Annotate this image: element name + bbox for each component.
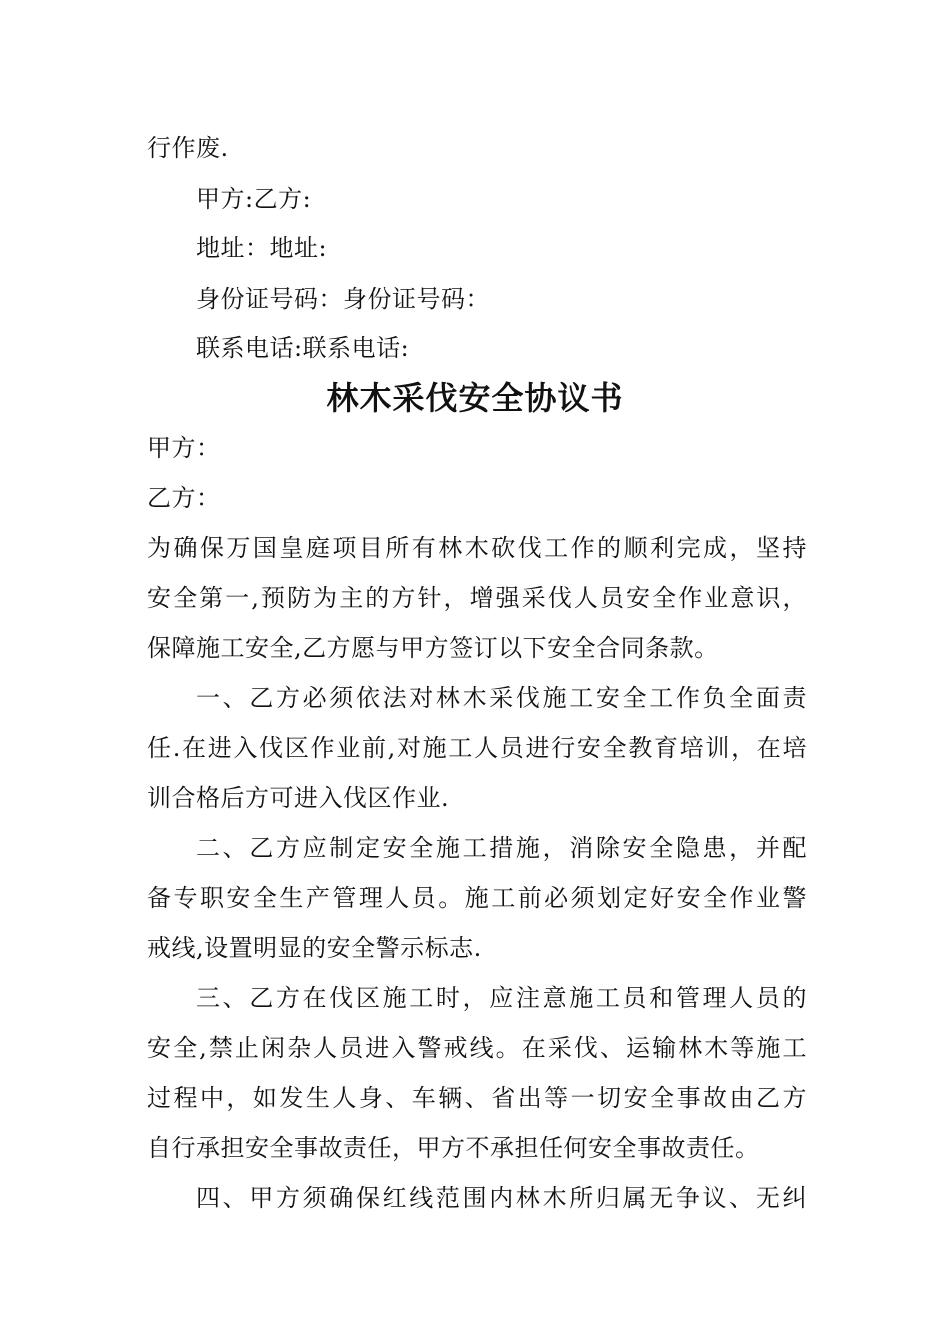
clause-line: 安全,禁止闲杂人员进入警戒线。在采伐、运输林木等施工 — [147, 1034, 807, 1062]
clause-line: 三、乙方在伐区施工时，应注意施工员和管理人员的 — [196, 984, 807, 1012]
clause-line: 备专职安全生产管理人员。施工前必须划定好安全作业警 — [147, 884, 807, 912]
party-b-label: 乙方： — [147, 484, 221, 512]
continuation-line: 行作废. — [147, 134, 229, 162]
party-a-label: 甲方： — [147, 434, 221, 462]
intro-line: 安全第一,预防为主的方针，增强采伐人员安全作业意识， — [147, 584, 807, 612]
address-line: 地址：地址: — [196, 234, 328, 262]
clause-line: 四、甲方须确保红线范围内林木所归属无争议、无纠 — [196, 1184, 807, 1212]
clause-line: 二、乙方应制定安全施工措施，消除安全隐患，并配 — [196, 834, 807, 862]
id-number-line: 身份证号码：身份证号码： — [196, 285, 490, 313]
clause-line: 任.在进入伐区作业前,对施工人员进行安全教育培训，在培 — [147, 734, 807, 762]
clause-line: 训合格后方可进入伐区作业. — [147, 784, 450, 812]
clause-line: 一、乙方必须依法对林木采伐施工安全工作负全面责 — [196, 684, 807, 712]
clause-line: 过程中，如发生人身、车辆、省出等一切安全事故由乙方 — [147, 1084, 807, 1112]
clause-line: 戒线,设置明显的安全警示标志. — [147, 934, 482, 962]
intro-line: 保障施工安全,乙方愿与甲方签订以下安全合同条款。 — [147, 634, 719, 662]
intro-line: 为确保万国皇庭项目所有林木砍伐工作的顺利完成，坚持 — [147, 534, 807, 562]
phone-line: 联系电话:联系电话: — [196, 334, 410, 362]
party-signature-line: 甲方:乙方: — [196, 185, 312, 213]
clause-line: 自行承担安全事故责任，甲方不承担任何安全事故责任。 — [147, 1134, 760, 1162]
document-title: 林木采伐安全协议书 — [326, 379, 624, 417]
